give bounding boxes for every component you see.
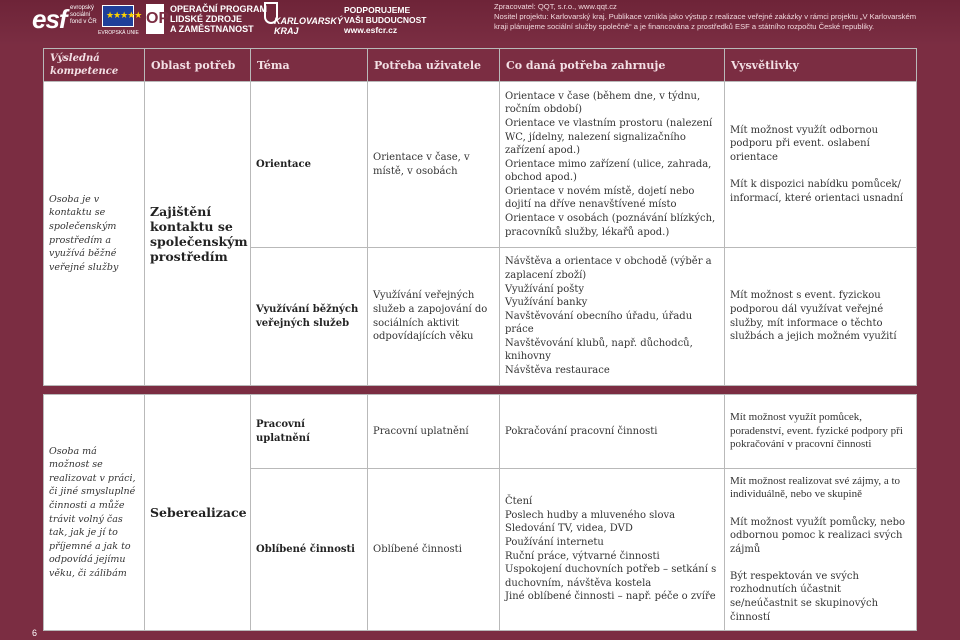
header-bar xyxy=(0,0,960,44)
competence-cell: Osoba má možnost se realizovat v práci, či jiné smysluplné činnosti a může trávit volný čas tak, jak je jí to příjemné a jak to odpovídá jejímu věku, či zálibám xyxy=(44,395,145,631)
includes-cell xyxy=(500,248,725,386)
eu-label: EVROPSKÁ UNIE xyxy=(98,30,139,36)
includes-item: Poslech hudby a mluveného slova xyxy=(505,509,676,521)
includes-cell xyxy=(500,469,725,631)
need-cell: Orientace v čase, v místě, v osobách xyxy=(368,82,500,248)
includes-item: Ruční práce, výtvarné činnosti xyxy=(505,550,660,562)
table-row xyxy=(44,82,917,248)
need-cell: Využívání veřejných služeb a zapojování do sociálních aktivit odpovídajících věku xyxy=(368,248,500,386)
includes-item: Orientace v čase (během dne, v týdnu, ročním období) xyxy=(505,90,701,116)
includes-item: Navštěvování klubů, např. důchodců, knihovny xyxy=(505,337,693,363)
note-item: Mít možnost realizovat své zájmy, a to individuálně, nebo ve skupině xyxy=(730,474,901,501)
includes-item: Navštěvování obecního úřadu, úřadu práce xyxy=(505,310,693,336)
group-separator xyxy=(44,386,917,395)
note-item: Mít k dispozici nabídku pomůcek/ informací, které orientaci usnadní xyxy=(730,179,903,204)
col-header-competence: Výsledná kompetence xyxy=(44,49,145,82)
podporujeme-logo xyxy=(344,2,434,38)
need-cell: Oblíbené činnosti xyxy=(368,469,500,631)
table-row xyxy=(44,395,917,469)
includes-item: Uspokojení duchovních potřeb – setkání s duchovním, návštěva kostela xyxy=(505,564,717,589)
note-item: Mít možnost využít odbornou podporu při event. oslabení orientace xyxy=(730,124,879,163)
notes-cell xyxy=(725,469,917,631)
theme-cell: Oblíbené činnosti xyxy=(251,469,368,631)
esf-text: evropský sociální fond v ČR xyxy=(70,5,97,25)
notes-cell xyxy=(725,395,917,469)
area-cell: Zajištění kontaktu se společenským prostředím xyxy=(145,82,251,386)
includes-cell xyxy=(500,82,725,248)
col-header-area: Oblast potřeb xyxy=(145,49,251,82)
theme-cell: Orientace xyxy=(251,82,368,248)
note-item: Mít možnost využít pomůcky, nebo odbornou pomoc k realizaci svých zájmů xyxy=(730,516,906,555)
col-header-theme: Téma xyxy=(251,49,368,82)
includes-item: Pokračování pracovní činnosti xyxy=(505,425,658,437)
competence-cell: Osoba je v kontaktu se společenským prostředím a využívá běžné veřejné služby xyxy=(44,82,145,386)
includes-item: Využívání pošty xyxy=(505,283,585,295)
note-item: Mít možnost s event. fyzickou podporou dál využívat veřejné služby, mít informace o těchto službách a jejich možném využití xyxy=(730,290,897,343)
includes-item: Používání internetu xyxy=(505,536,604,548)
competence-table xyxy=(43,48,917,631)
credits-text: Zpracovatel: QQT, s.r.o., www.qqt.cz Nositel projektu: Karlovarský kraj. Publikace vznikla jako výstup z realizace veřejné zakázky v rámci projektu „V Karlovarském kraji plánujeme sociální služby společně“ a je financována z prostředků ESF a státního rozpočtu České republiky. xyxy=(494,2,917,31)
esf-logo xyxy=(32,2,142,36)
note-spacer xyxy=(730,165,911,179)
col-header-need: Potřeba uživatele xyxy=(368,49,500,82)
karlovarsky-kraj-logo xyxy=(264,2,343,38)
op-logo xyxy=(146,2,268,38)
note-spacer xyxy=(730,502,911,516)
includes-item: Jiné oblíbené činnosti – např. péče o zvíře xyxy=(505,591,716,603)
notes-cell xyxy=(725,248,917,386)
includes-cell xyxy=(500,395,725,469)
includes-item: Orientace mimo zařízení (ulice, zahrada, obchod apod.) xyxy=(505,158,712,184)
need-cell: Pracovní uplatnění xyxy=(368,395,500,469)
includes-item: Orientace v osobách (poznávání blízkých, pracovníků služby, lékařů apod.) xyxy=(505,213,716,238)
kraj-text: KARLOVARSKÝ KRAJ xyxy=(274,16,343,36)
includes-item: Orientace ve vlastním prostoru (nalezení WC, jídelny, nalezení signalizačního zařízení apod.) xyxy=(505,117,713,157)
includes-item: Čtení xyxy=(505,496,533,508)
podporujeme-text: PODPORUJEME VAŠI BUDOUCNOST www.esfcr.cz xyxy=(344,5,427,35)
theme-cell: Pracovní uplatnění xyxy=(251,395,368,469)
includes-item: Využívání banky xyxy=(505,297,588,309)
note-spacer xyxy=(730,556,911,570)
table-header-row xyxy=(44,49,917,82)
esf-mark: esf xyxy=(32,4,67,34)
includes-item: Sledování TV, videa, DVD xyxy=(505,523,633,535)
eu-flag-icon: ★★★★★ xyxy=(102,5,134,27)
includes-item: Orientace v novém místě, dojetí nebo dojití na dříve nenavštívené místo xyxy=(505,185,695,211)
op-text: OPERAČNÍ PROGRAM LIDSKÉ ZDROJE A ZAMĚSTNANOST xyxy=(170,4,268,34)
page-number: 6 xyxy=(32,628,38,638)
note-item: Mít možnost využít pomůcek, poradenství, event. fyzické podpory při pokračování v pracovní činnosti xyxy=(730,411,903,451)
area-cell: Seberealizace xyxy=(145,395,251,631)
col-header-includes: Co daná potřeba zahrnuje xyxy=(500,49,725,82)
note-item: Být respektován ve svých rozhodnutích účastnit se/neúčastnit se skupinových činností xyxy=(730,570,879,623)
op-mark-icon: OP xyxy=(146,4,164,34)
notes-cell xyxy=(725,82,917,248)
includes-item: Návštěva restaurace xyxy=(505,365,610,377)
col-header-notes: Vysvětlivky xyxy=(725,49,917,82)
theme-cell: Využívání běžných veřejných služeb xyxy=(251,248,368,386)
includes-item: Návštěva a orientace v obchodě (výběr a zaplacení zboží) xyxy=(505,256,712,281)
